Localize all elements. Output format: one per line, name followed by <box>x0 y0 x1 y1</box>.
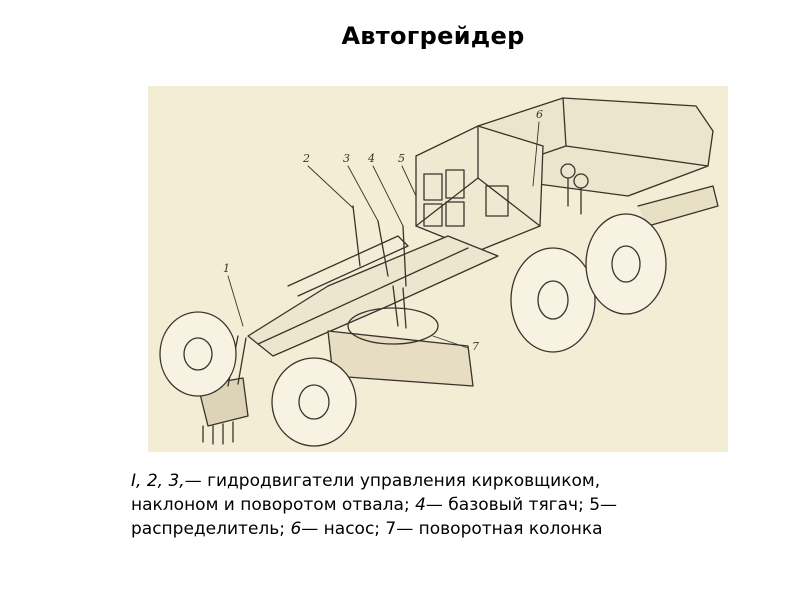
callout-5: 5 <box>398 152 405 165</box>
callout-2: 2 <box>303 152 310 165</box>
callout-6: 6 <box>536 108 543 121</box>
callout-1: 1 <box>223 262 230 275</box>
figure-caption <box>131 469 771 541</box>
wheel-front-right <box>272 358 356 446</box>
grader-illustration <box>148 86 728 452</box>
caption-line-1: I, 2, 3,— гидродвигатели управления кирковщиком, <box>131 471 601 491</box>
motor-grader-drawing <box>148 86 728 452</box>
wheel-rear-2 <box>586 214 666 314</box>
callout-3: 3 <box>343 152 350 165</box>
callout-7: 7 <box>472 340 479 353</box>
caption-line-3: распределитель; 6— насос; 7— поворотная колонка <box>131 519 603 539</box>
callout-4: 4 <box>368 152 375 165</box>
wheel-front-left <box>160 312 236 396</box>
wheel-rear-1 <box>511 248 595 352</box>
page-title: Автогрейдер <box>341 22 525 50</box>
caption-line-2: наклоном и поворотом отвала; 4— базовый тягач; 5— <box>131 495 618 515</box>
